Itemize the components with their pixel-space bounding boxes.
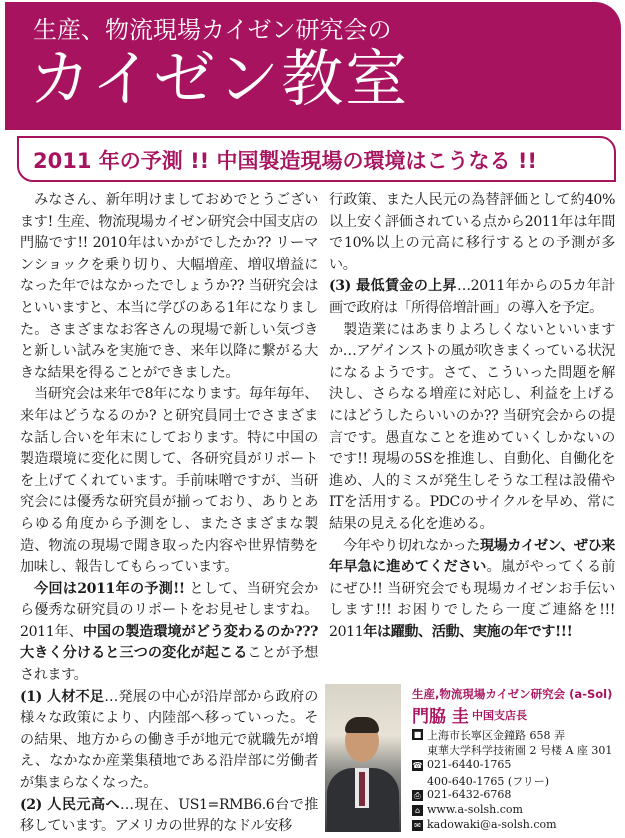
mail-icon: ✉ <box>412 820 423 831</box>
profile-phone2: 400-640-1765 (フリー) <box>427 775 550 788</box>
paragraph: 今年やり切れなかった現場カイゼン、ぜひ来年早急に進めてください。嵐がやってくる前にぜひ!! 当研究会でも現場カイゼンお手伝いします!!! お困りでしたら一度ご連絡を!!! 2011年は躍動、活動、実施の年です!!! <box>329 537 615 640</box>
paragraph: 今回は2011年の予測!! として、当研究会から優秀な研究員のリポートをお見せしますね。2011年、中国の製造環境がどう変わるのか??? 大きく分けると三つの変化が起こることが予想されます。 <box>20 580 319 684</box>
web-icon: ⌂ <box>412 805 423 816</box>
profile-email[interactable]: kadowaki@a-solsh.com <box>427 818 557 831</box>
paragraph: 行政策、また人民元の為替評価として約40%以上安く評価されている点から2011年は年間で10%以上の元高に移行するとの予測が多い。 <box>329 192 615 273</box>
profile-name: 門脇 圭 <box>412 707 469 727</box>
article-column-left <box>20 190 318 838</box>
paragraph: (2) 人民元高へ…現在、US1=RMB6.6台で推移しています。アメリカの世界的なドル安移 <box>20 796 318 835</box>
fax-icon: ⎙ <box>412 790 423 801</box>
page-title: カイゼン教室 <box>29 42 410 115</box>
paragraph: 当研究会は来年で8年になります。毎年毎年、来年はどうなるのか? と研究員同士でさまざまな話し合いを年末にしております。特に中国の製造環境に変化に関して、各研究員がリポートを上げてくれています。手前味噌ですが、当研究会には優秀な研究員が揃っており、ありとあらゆる角度から予測をし、またさまざまな製造、物流の現場で聞き取った内容や世界情勢を加味し、報告してもらっています。 <box>20 386 318 576</box>
profile-fax: 021-6432-6768 <box>427 788 512 801</box>
headline: 2011 年の予測 !! 中国製造現場の環境はこうなる !! <box>33 149 537 173</box>
article-column-right <box>329 190 615 643</box>
profile-org: 生産,物流現場カイゼン研究会 (a-Sol) <box>412 687 613 701</box>
profile-web[interactable]: www.a-solsh.com <box>427 803 523 816</box>
profile-role: 中国支店長 <box>472 709 527 722</box>
paragraph: 製造業にはあまりよろしくないといいますか…アゲインストの風が吹きまくっている状況になるようです。さて、こういった問題を解決し、さらなる増産に対応し、利益を上げるにはどうしたらいいのか?? 当研究会からの提言です。愚直なことを進めていくしかないのです!! 現場の5Sを推進し、自動化、自働化を進め、人的ミスが発生しそうな工程は設備やITを活用する。PDCのサイクルを早め、常に結果の見える化を進める。 <box>329 321 615 532</box>
profile-address1: 上海市长寧区金鐘路 658 弄 <box>427 729 565 742</box>
building-icon: ■ <box>413 730 422 739</box>
author-photo <box>325 684 401 832</box>
phone-icon: ☎ <box>412 761 423 770</box>
paragraph: みなさん、新年明けましておめでとうございます! 生産、物流現場カイゼン研究会中国支店の門脇です!! 2010年はいかがでしたか?? リーマンショックを乗り切り、大幅増産、増収増益になった年ではなかったでしょうか?? 当研究会はといいますと、本当に学びのある1年になりました。さまざまなお客さんの現場で新しい気づきと新しい試みを実施でき、来年以降に繋がる大きな結果を得ることができました。 <box>20 192 318 381</box>
paragraph: (1) 人材不足…発展の中心が沿岸部から政府の様々な政策により、内陸部へ移っていった。その結果、地方からの働き手が地元で就職先が増え、なかなか産業集積地である沿岸部に労働者が集まらなくなった。 <box>20 688 318 792</box>
profile-phone1: 021-6440-1765 <box>427 758 512 771</box>
header-subtitle: 生産、物流現場カイゼン研究会の <box>33 16 392 44</box>
header-banner <box>5 2 621 130</box>
paragraph: (3) 最低賃金の上昇…2011年からの5カ年計画で政府は「所得倍増計画」の導入を予定。 <box>329 278 616 316</box>
profile-address2: 東華大学科学技術園 2 号楼 A 座 301 <box>427 744 613 757</box>
headline-box <box>17 136 616 182</box>
author-profile <box>325 684 621 832</box>
